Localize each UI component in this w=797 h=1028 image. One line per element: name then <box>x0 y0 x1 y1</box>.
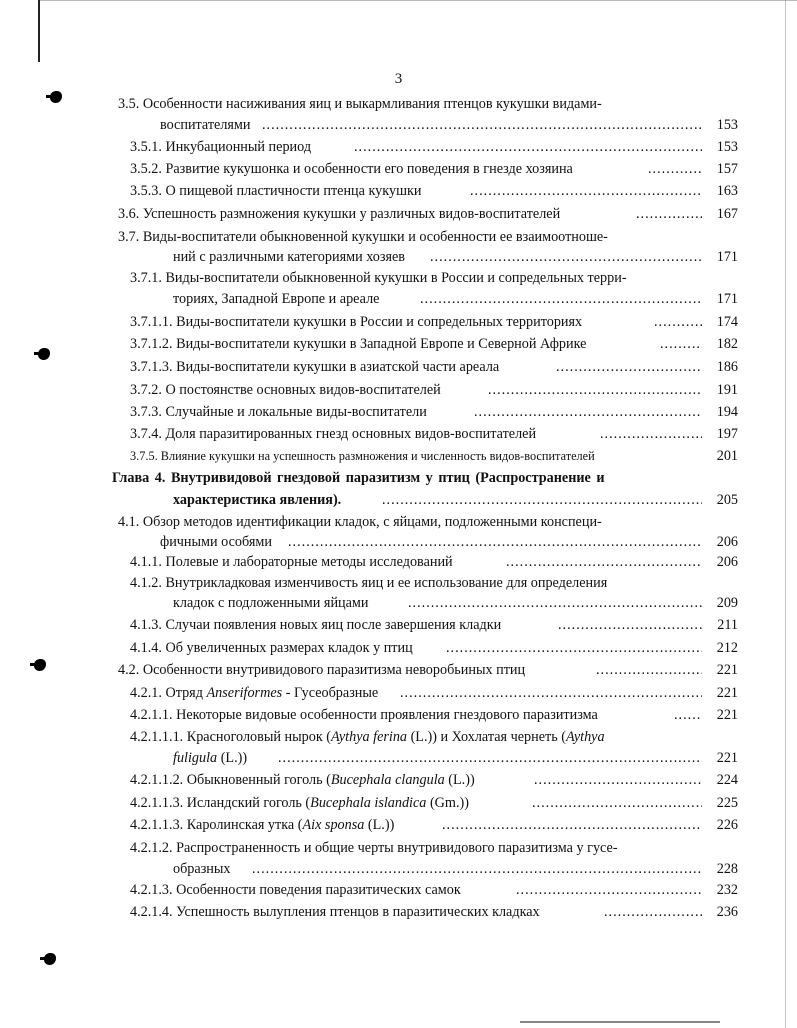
toc-entry-text: 3.7. Виды-воспитатели обыкновенной кукушки и особенности ее взаимоотноше- <box>118 229 608 245</box>
toc-entry-text: 3.7.4. Доля паразитированных гнезд основных видов-воспитателей <box>130 426 537 442</box>
dot-leader <box>400 683 702 703</box>
page-number: 3 <box>394 71 403 87</box>
toc-page-number: 194 <box>716 404 738 420</box>
dot-leader <box>382 490 702 510</box>
toc-entry-text: воспитателями <box>160 117 251 133</box>
toc-page-number: 153 <box>716 139 738 155</box>
scan-edge-left <box>38 0 40 62</box>
toc-entry-text: 3.5. Особенности насиживания яиц и выкармливания птенцов кукушки видами- <box>118 96 602 112</box>
dot-leader <box>408 593 702 613</box>
dot-leader <box>600 424 702 444</box>
toc-page-number: 212 <box>716 640 738 656</box>
toc-entry-text: 4.2. Особенности внутривидового паразитизма неворобьиных птиц <box>118 662 526 678</box>
toc-page-number: 221 <box>716 707 738 723</box>
toc-entry-text: 3.7.5. Влияние кукушки на успешность размножения и численность видов-воспитателей <box>130 449 595 463</box>
toc-page-number: 221 <box>716 685 738 701</box>
toc-entry-text: Глава 4. Внутривидовой гнездовой паразитизм у птиц (Распространение и <box>112 470 605 486</box>
toc-page-number: 226 <box>716 817 738 833</box>
toc-page-number: 153 <box>716 117 738 133</box>
dot-leader <box>636 204 702 224</box>
dot-leader <box>252 859 702 879</box>
toc-page-number: 197 <box>716 426 738 442</box>
toc-entry-text: 3.7.1. Виды-воспитатели обыкновенной кукушки в России и сопредельных терри- <box>130 270 627 286</box>
toc-page-number: 186 <box>716 359 738 375</box>
toc-page-number: 171 <box>716 249 738 265</box>
dot-leader <box>288 532 702 552</box>
toc-page-number: 171 <box>716 291 738 307</box>
dot-leader <box>488 380 702 400</box>
toc-page-number: 225 <box>716 795 738 811</box>
dot-leader <box>278 748 702 768</box>
toc-entry-text: 4.2.1.4. Успешность вылупления птенцов в паразитических кладках <box>130 904 540 920</box>
latin-name: Aix sponsa <box>302 817 365 833</box>
toc-page-number: 224 <box>716 772 738 788</box>
toc-entry-text: 3.5.1. Инкубационный период <box>130 139 312 155</box>
dot-leader <box>506 552 702 572</box>
scan-edge-bottom <box>520 1021 720 1023</box>
toc-page-number: 191 <box>716 382 738 398</box>
dot-leader <box>516 880 702 900</box>
toc-entry-text: кладок с подложенными яйцами <box>173 595 369 611</box>
dot-leader <box>442 815 702 835</box>
toc-entry-text: 4.2.1.1. Некоторые видовые особенности проявления гнездового паразитизма <box>130 707 598 723</box>
dot-leader <box>660 334 702 354</box>
latin-name: Anseriformes <box>206 685 283 701</box>
dot-leader <box>558 615 702 635</box>
toc-page-number: 228 <box>716 861 738 877</box>
toc-entry-text: образных <box>173 861 231 877</box>
toc-entry-text: 3.7.1.1. Виды-воспитатели кукушки в России и сопредельных территориях <box>130 314 583 330</box>
toc-entry-text: 4.2.1.1.3. Исландский гоголь (Bucephala islandica (Gm.)) <box>130 795 469 811</box>
toc-entry-text: характеристика явления). <box>173 492 342 508</box>
dot-leader <box>446 638 702 658</box>
dot-leader <box>674 705 702 725</box>
toc-entry-text: ний с различными категориями хозяев <box>173 249 405 265</box>
latin-name: Bucephala islandica <box>310 795 427 811</box>
toc-entry-text: 4.1. Обзор методов идентификации кладок, с яйцами, подложенными конспеци- <box>118 514 602 530</box>
dot-leader <box>654 312 702 332</box>
toc-entry-text: 3.7.3. Случайные и локальные виды-воспитатели <box>130 404 427 420</box>
dot-leader <box>430 247 702 267</box>
toc-page-number: 163 <box>716 183 738 199</box>
dot-leader <box>596 660 702 680</box>
dot-leader <box>262 115 702 135</box>
dot-leader <box>556 357 702 377</box>
toc-entry-text: 3.7.1.3. Виды-воспитатели кукушки в азиатской части ареала <box>130 359 500 375</box>
toc-entry-text: 4.2.1. Отряд Anseriformes - Гусеобразные <box>130 685 379 701</box>
toc-page-number: 182 <box>716 336 738 352</box>
toc-page-number: 167 <box>716 206 738 222</box>
toc-page-number: 206 <box>716 534 738 550</box>
dot-leader <box>534 770 702 790</box>
toc-entry-text: фичными особями <box>160 534 272 550</box>
latin-name: Bucephala clangula <box>330 772 445 788</box>
toc-page-number: 232 <box>716 882 738 898</box>
toc-page-number: 174 <box>716 314 738 330</box>
toc-entry-text: 3.7.2. О постоянстве основных видов-воспитателей <box>130 382 441 398</box>
dot-leader <box>354 137 702 157</box>
toc-entry-text: 4.1.3. Случаи появления новых яиц после завершения кладки <box>130 617 502 633</box>
toc-page-number: 211 <box>717 617 738 633</box>
toc-entry-text: 3.5.3. О пищевой пластичности птенца кукушки <box>130 183 422 199</box>
dot-leader <box>474 402 702 422</box>
toc-entry-text: 3.6. Успешность размножения кукушки у различных видов-воспитателей <box>118 206 561 222</box>
toc-entry-text: 4.1.4. Об увеличенных размерах кладок у птиц <box>130 640 413 656</box>
latin-name: fuligula <box>173 750 218 766</box>
toc-page-number: 205 <box>716 492 738 508</box>
dot-leader <box>648 159 702 179</box>
toc-page-number: 206 <box>716 554 738 570</box>
scan-edge-top <box>40 0 797 1</box>
toc-entry-text: ториях, Западной Европе и ареале <box>173 291 380 307</box>
toc-entry-text: 4.2.1.3. Особенности поведения паразитических самок <box>130 882 461 898</box>
toc-page-number: 201 <box>716 448 738 464</box>
toc-entry-text: 4.2.1.1.1. Красноголовый нырок (Aythya ferina (L.)) и Хохлатая чернеть (Aythya <box>130 729 605 745</box>
dot-leader <box>532 793 702 813</box>
toc-page-number: 221 <box>716 662 738 678</box>
dot-leader <box>604 902 702 922</box>
latin-name: Aythya ferina <box>330 729 408 745</box>
toc-entry-text: fuligula (L.)) <box>173 750 248 766</box>
toc-page-number: 209 <box>716 595 738 611</box>
toc-page-number: 221 <box>716 750 738 766</box>
latin-name: Aythya <box>565 729 605 745</box>
toc-entry-text: 3.5.2. Развитие кукушонка и особенности его поведения в гнезде хозяина <box>130 161 573 177</box>
dot-leader <box>470 181 702 201</box>
toc-entry-text: 4.2.1.1.3. Каролинская утка (Aix sponsa (L.)) <box>130 817 395 833</box>
punch-hole-mark <box>44 953 56 965</box>
toc-entry-text: 4.1.2. Внутрикладковая изменчивость яиц и ее использование для определения <box>130 575 608 591</box>
toc-entry-text: 4.1.1. Полевые и лабораторные методы исследований <box>130 554 453 570</box>
toc-entry-text: 3.7.1.2. Виды-воспитатели кукушки в Западной Европе и Северной Африке <box>130 336 587 352</box>
dot-leader <box>420 289 702 309</box>
toc-page-number: 157 <box>716 161 738 177</box>
toc-entry-text: 4.2.1.2. Распространенность и общие черты внутривидового паразитизма у гусе- <box>130 840 618 856</box>
toc-entry-text: 4.2.1.1.2. Обыкновенный гоголь (Bucephala clangula (L.)) <box>130 772 475 788</box>
toc-page-number: 236 <box>716 904 738 920</box>
